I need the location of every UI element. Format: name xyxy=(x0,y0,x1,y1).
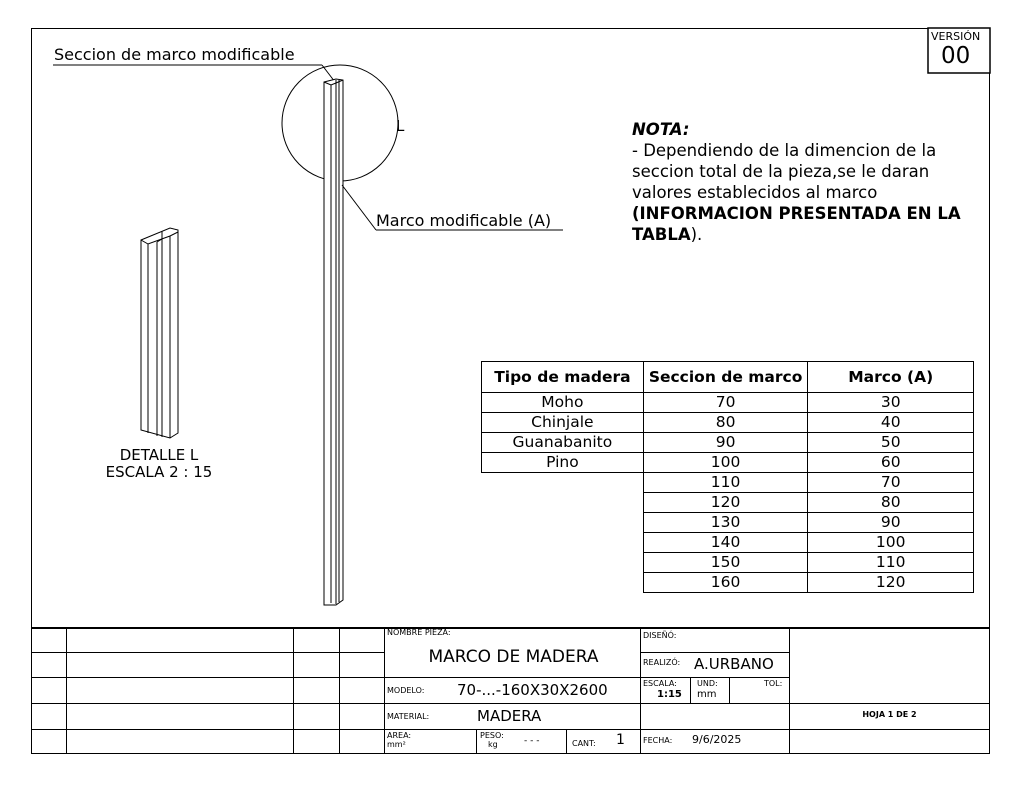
weight-value: - - - xyxy=(524,736,540,746)
weight-unit: kg xyxy=(488,740,498,749)
table-row xyxy=(482,573,974,593)
grid-line xyxy=(293,627,294,754)
made-by-value: A.URBANO xyxy=(694,655,774,673)
section-cell: 70 xyxy=(643,393,808,413)
section-cell: 90 xyxy=(643,433,808,453)
version-label: VERSIÓN xyxy=(931,30,981,43)
grid-line xyxy=(729,677,730,703)
grid-line xyxy=(339,627,340,754)
frame-cell: 100 xyxy=(808,533,974,553)
table-row xyxy=(482,553,974,573)
empty-cell xyxy=(482,473,644,493)
frame-cell: 40 xyxy=(808,413,974,433)
empty-cell xyxy=(482,493,644,513)
detail-letter: L xyxy=(396,117,405,135)
frame-cell: 90 xyxy=(808,513,974,533)
grid-line xyxy=(640,652,789,653)
model-label: MODELO: xyxy=(387,686,425,695)
material-value: MADERA xyxy=(477,707,542,725)
section-callout-leader xyxy=(53,65,335,82)
grid-line xyxy=(31,703,990,704)
frame-cell: 70 xyxy=(808,473,974,493)
note-last-line xyxy=(632,224,961,245)
wood-type-cell: Guanabanito xyxy=(482,433,644,453)
wood-type-cell: Pino xyxy=(482,453,644,473)
tolerance-label: TOL: xyxy=(764,679,783,688)
quantity-label: CANT: xyxy=(572,739,596,748)
weight-cell xyxy=(480,731,504,749)
note-bold-word: TABLA xyxy=(632,225,691,244)
table-row xyxy=(482,433,974,453)
part-name: MARCO DE MADERA xyxy=(428,647,599,667)
note-block xyxy=(632,119,961,245)
table-header: Tipo de madera xyxy=(482,362,644,393)
title-block-top-line xyxy=(31,627,990,629)
note-bold-line: (INFORMACION PRESENTADA EN LA xyxy=(632,204,961,223)
empty-cell xyxy=(482,553,644,573)
section-cell: 160 xyxy=(643,573,808,593)
sheet-number: HOJA 1 DE 2 xyxy=(862,710,917,719)
unit-value: mm xyxy=(697,689,717,700)
designed-by-label: DISEÑÓ: xyxy=(643,631,677,640)
section-cell: 110 xyxy=(643,473,808,493)
frame-piece xyxy=(324,79,343,605)
table-header: Seccion de marco xyxy=(643,362,808,393)
scale-value: 1:15 xyxy=(657,689,682,700)
section-cell: 150 xyxy=(643,553,808,573)
grid-line xyxy=(566,729,567,754)
grid-line xyxy=(640,627,641,754)
area-cell xyxy=(387,731,411,749)
wood-type-cell: Chinjale xyxy=(482,413,644,433)
table-row xyxy=(482,453,974,473)
frame-cell: 50 xyxy=(808,433,974,453)
section-cell: 120 xyxy=(643,493,808,513)
model-value: 70-...-160X30X2600 xyxy=(457,681,608,699)
table-row xyxy=(482,393,974,413)
note-heading: NOTA: xyxy=(632,120,690,139)
made-by-label: REALIZÓ: xyxy=(643,658,681,667)
frame-cell: 30 xyxy=(808,393,974,413)
scale-label: ESCALA: xyxy=(643,679,677,688)
frame-cell: 60 xyxy=(808,453,974,473)
note-line: valores establecidos al marco xyxy=(632,183,878,202)
table-row xyxy=(482,413,974,433)
table-header: Marco (A) xyxy=(808,362,974,393)
section-cell: 140 xyxy=(643,533,808,553)
unit-label: UND: xyxy=(697,679,718,688)
wood-type-cell: Moho xyxy=(482,393,644,413)
detail-caption xyxy=(102,447,216,481)
detail-piece xyxy=(141,228,178,438)
table-row xyxy=(482,473,974,493)
table-header-row xyxy=(482,362,974,393)
empty-cell xyxy=(482,513,644,533)
frame-cell: 120 xyxy=(808,573,974,593)
grid-line xyxy=(66,627,67,754)
table-row xyxy=(482,513,974,533)
material-label: MATERIAL: xyxy=(387,712,430,721)
frame-cell: 80 xyxy=(808,493,974,513)
section-callout-label: Seccion de marco modificable xyxy=(54,45,295,64)
table-row xyxy=(482,493,974,513)
section-cell: 130 xyxy=(643,513,808,533)
area-label: AREA: xyxy=(387,731,412,740)
weight-label: PESO: xyxy=(480,731,504,740)
version-number: 00 xyxy=(941,43,971,69)
grid-line xyxy=(690,677,691,703)
grid-line xyxy=(789,627,790,754)
grid-line xyxy=(476,729,477,754)
part-name-label: NOMBRE PIEZA: xyxy=(387,628,451,637)
wood-frame-table xyxy=(481,361,974,593)
note-tail: ). xyxy=(690,225,703,244)
frame-callout-label: Marco modificable (A) xyxy=(376,211,552,230)
grid-line xyxy=(31,729,990,730)
grid-line xyxy=(31,652,384,653)
grid-line xyxy=(31,677,789,678)
date-label: FECHA: xyxy=(643,736,673,745)
section-cell: 100 xyxy=(643,453,808,473)
detail-title: DETALLE L xyxy=(119,446,199,464)
area-unit: mm² xyxy=(387,740,406,749)
empty-cell xyxy=(482,533,644,553)
table-row xyxy=(482,533,974,553)
frame-cell: 110 xyxy=(808,553,974,573)
empty-cell xyxy=(482,573,644,593)
date-value: 9/6/2025 xyxy=(692,733,742,746)
section-cell: 80 xyxy=(643,413,808,433)
grid-line xyxy=(384,627,385,754)
note-line: seccion total de la pieza,se le daran xyxy=(632,162,930,181)
detail-scale: ESCALA 2 : 15 xyxy=(105,463,213,481)
note-line: - Dependiendo de la dimencion de la xyxy=(632,141,937,160)
quantity-value: 1 xyxy=(616,732,625,748)
